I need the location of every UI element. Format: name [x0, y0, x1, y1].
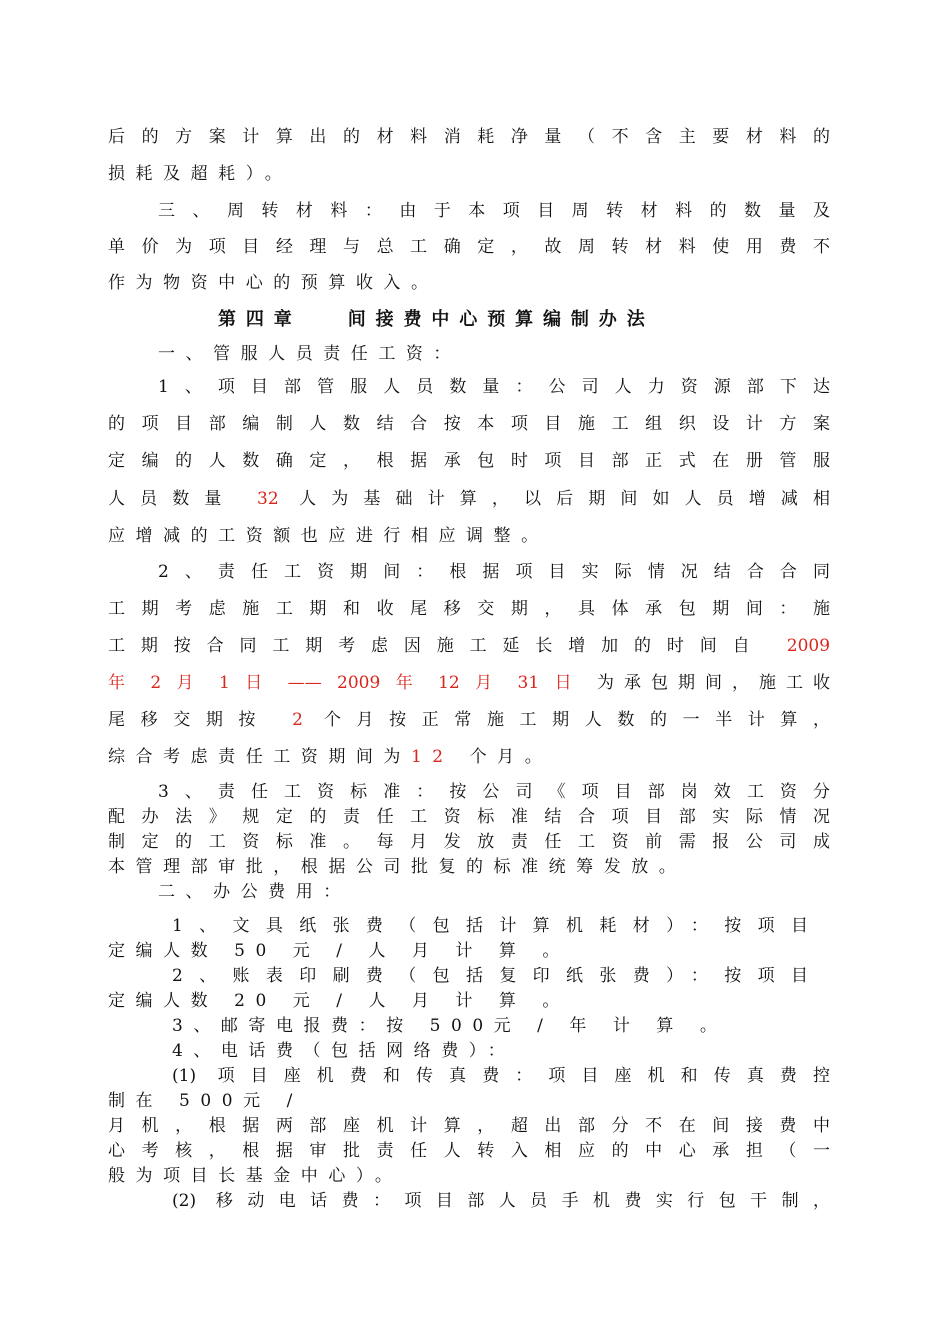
body-line: 1、文具纸张费（包括计算机耗材）：按项目	[172, 916, 808, 936]
text-run: 综合考虑责任工资期间为	[108, 747, 411, 767]
start-year-value: 2009	[786, 636, 830, 656]
body-line: 本管理部审批，根据公司批复的标准统筹发放。	[108, 857, 687, 877]
body-line: 配办法》规定的责任工资标准结合项目部实际情况	[108, 807, 830, 827]
section-title: 一、管服人员责任工资：	[158, 344, 461, 364]
body-line: 月机，根据两部座机计算，超出部分不在间接费中	[108, 1116, 830, 1136]
body-line: 单价为项目经理与总工确定，故周转材料使用费不	[108, 237, 830, 257]
body-line: 4、电话费（包括网络费）：	[172, 1041, 516, 1061]
body-line: 般为项目长基金中心）。	[108, 1166, 403, 1186]
body-line	[108, 635, 830, 659]
text-run: 尾移交期按	[108, 710, 272, 730]
body-line: 三、周转材料：由于本项目周转材料的数量及	[158, 201, 830, 221]
body-line: 的项目部编制人数结合按本项目施工组织设计方案	[108, 414, 830, 434]
chapter-title: 间接费中心预算编制办法	[347, 309, 655, 330]
body-line: 定编人数 50 元 / 人 月 计 算 。	[108, 941, 570, 961]
body-line: 作为物资中心的预算收入。	[108, 273, 439, 293]
body-line: 定编人数 20 元 / 人 月 计 算 。	[108, 991, 570, 1011]
body-line: (2) 移动电话费：项目部人员手机费实行包干制，	[172, 1191, 830, 1211]
body-line: 3、邮寄电报费：按 500元 / 年 计 算 。	[172, 1016, 728, 1036]
body-line: 1、项目部管服人员数量：公司人力资源部下达	[158, 377, 830, 397]
text-run: 个月。	[469, 747, 553, 767]
months-value: 2	[292, 710, 303, 730]
staff-count-value: 32	[257, 489, 279, 509]
body-line: 应增减的工资额也应进行相应调整。	[108, 526, 549, 546]
body-line	[108, 488, 830, 512]
body-line: 制在 500元 /	[108, 1091, 303, 1111]
body-line: 后的方案计算出的材料消耗净量（不含主要材料的	[108, 127, 830, 147]
body-line: 工期考虑施工期和收尾移交期，具体承包期间：施	[108, 599, 830, 619]
body-line	[108, 672, 830, 696]
text-run: 工期按合同工期考虑因施工延长增加的时间自	[108, 636, 766, 656]
text-run: 人为基础计算，以后期间如人员增减相	[299, 489, 830, 509]
body-line: 2、责任工资期间：根据项目实际情况结合合同	[158, 562, 830, 582]
chapter-number: 第四章	[218, 309, 302, 330]
total-months-value: 12	[410, 747, 454, 767]
text-run: 为承包期间，施工收	[597, 673, 830, 693]
body-line: 心考核，根据审批责任人转入相应的中心承担（一	[108, 1141, 830, 1161]
body-line	[108, 746, 830, 770]
text-run: 人员数量	[108, 489, 237, 509]
body-line: 损耗及超耗）。	[108, 164, 293, 184]
body-line: 制定的工资标准。每月发放责任工资前需报公司成	[108, 832, 830, 852]
body-line	[108, 709, 830, 733]
text-run: 个月按正常施工期人数的一半计算，	[323, 710, 830, 730]
date-range-value: 年 2 月 1 日 —— 2009 年 12 月 31 日	[108, 673, 582, 693]
chapter-heading	[218, 308, 728, 334]
body-line: 定编的人数确定，根据承包时项目部正式在册管服	[108, 451, 830, 471]
section-title: 二、办公费用：	[158, 882, 351, 902]
body-line: 2、账表印刷费（包括复印纸张费）：按项目	[172, 966, 808, 986]
body-line: (1) 项目座机费和传真费：项目座机和传真费控	[172, 1066, 830, 1086]
body-line: 3、责任工资标准：按公司《项目部岗效工资分	[158, 782, 830, 802]
